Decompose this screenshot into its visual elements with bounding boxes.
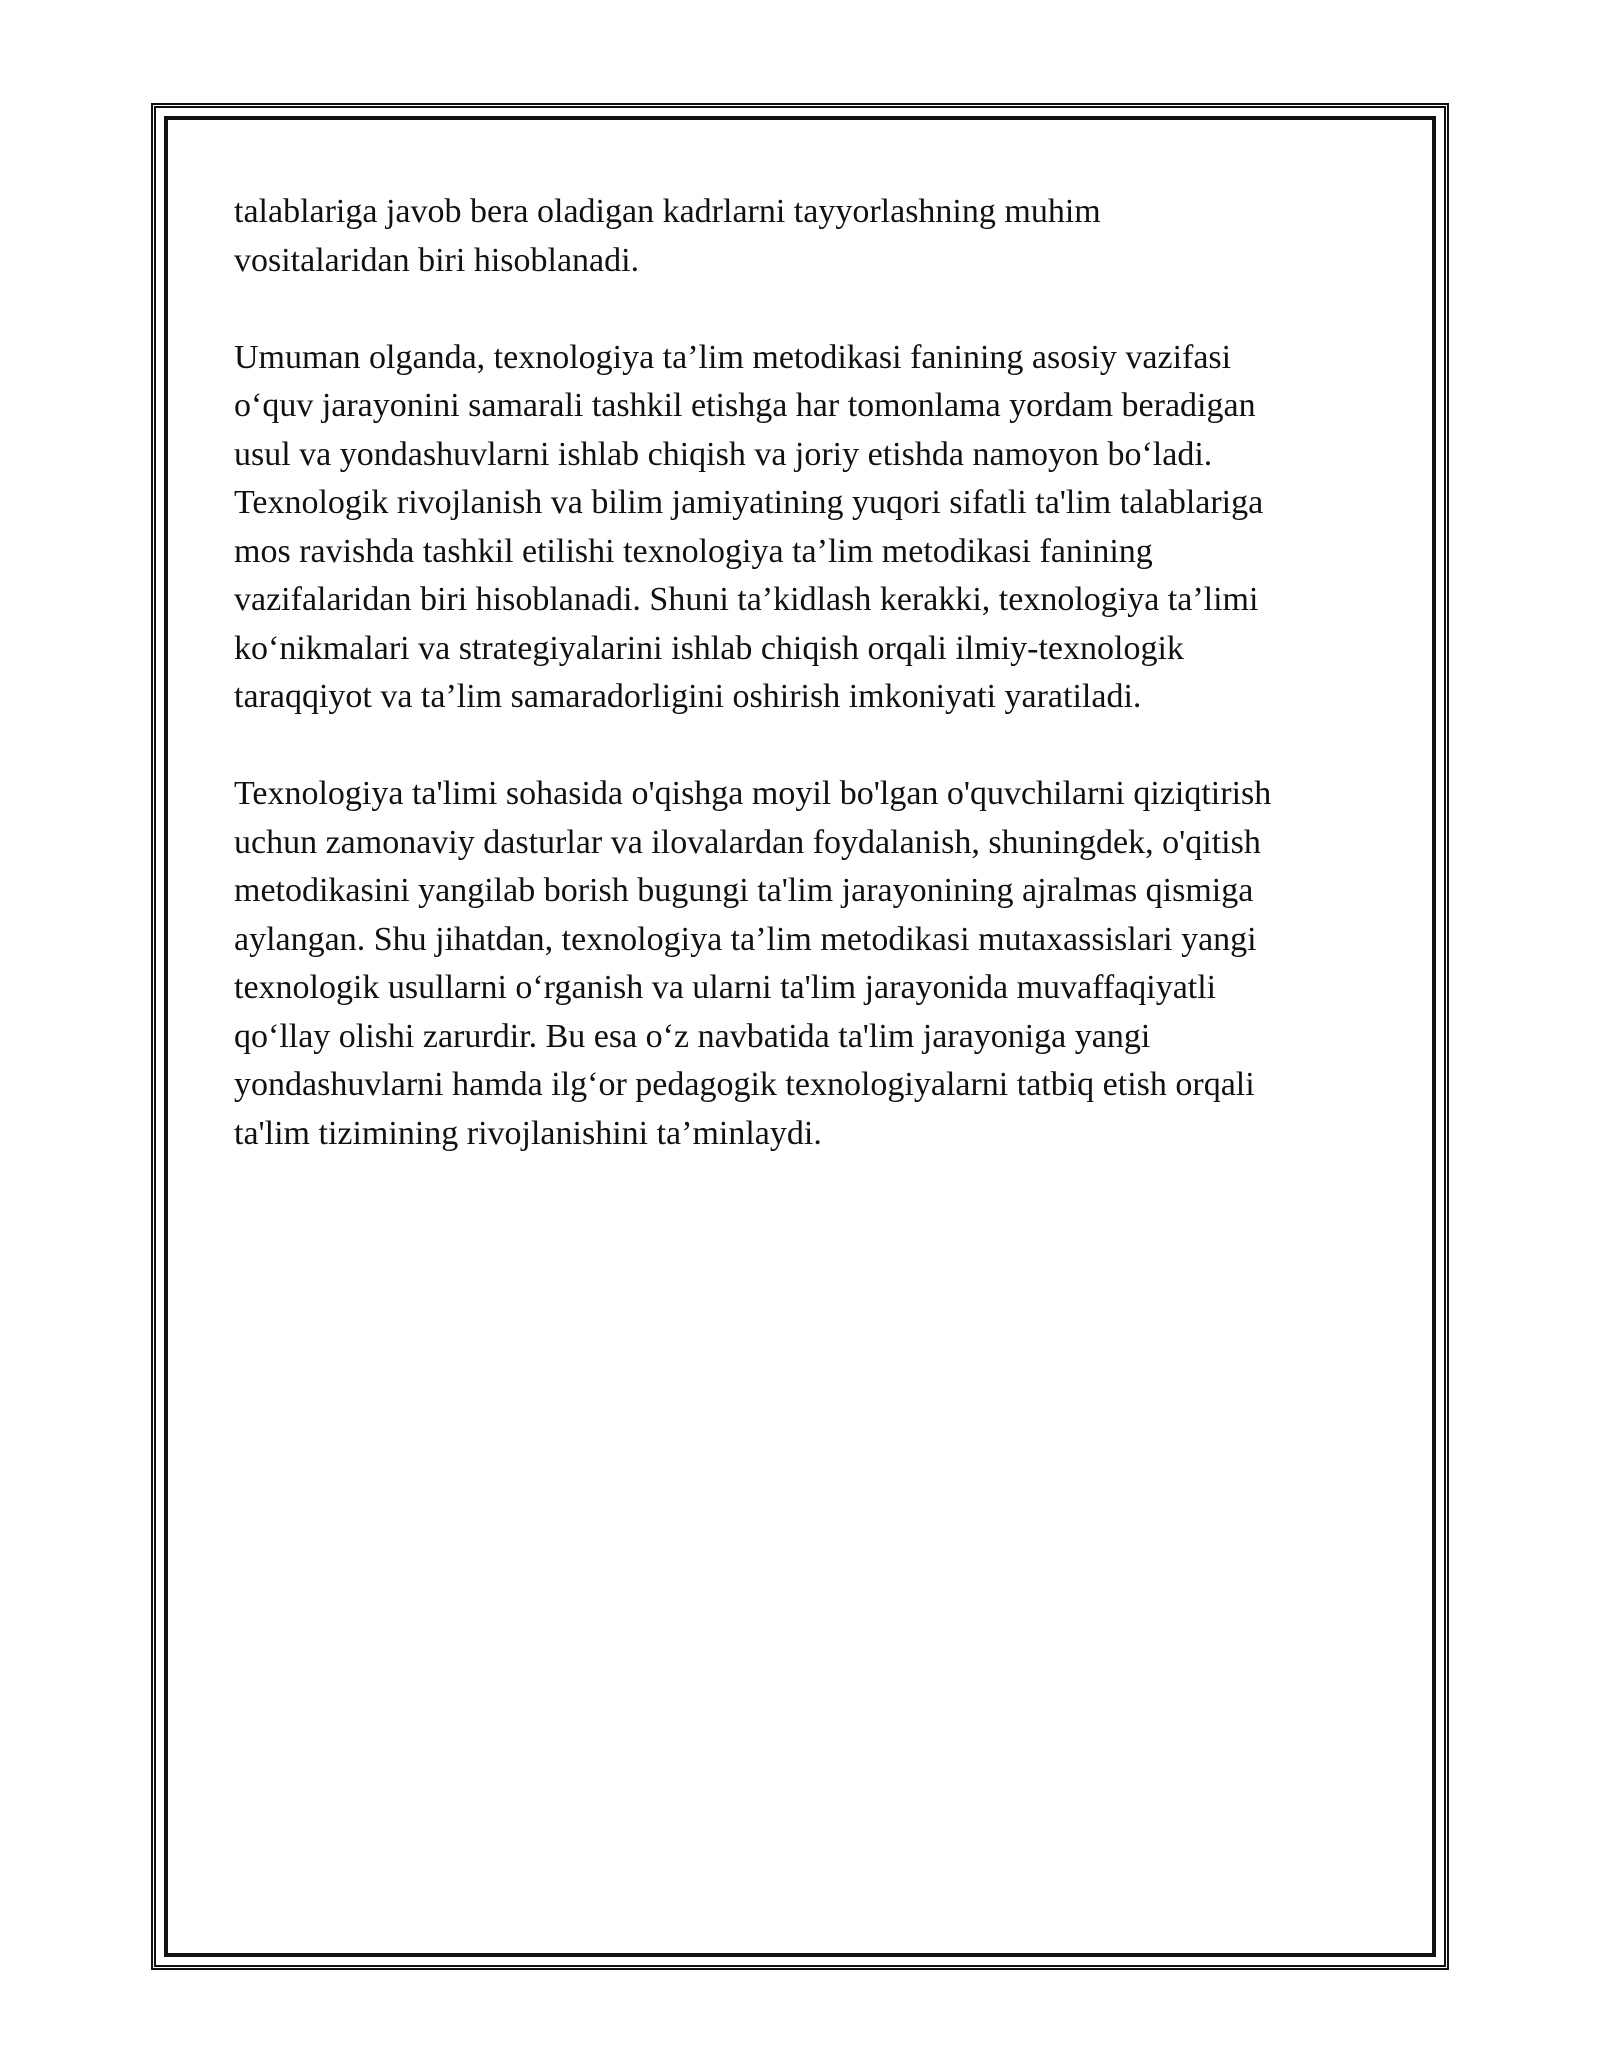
text-line: vositalaridan biri hisoblanadi. (234, 241, 640, 279)
text-line: o‘quv jarayonini samarali tashkil etishga har tomonlama yordam beradigan (234, 387, 1256, 424)
text-line: aylangan. Shu jihatdan, texnologiya ta’lim metodikasi mutaxassislari yangi (234, 920, 1257, 958)
text-line: Texnologik rivojlanish va bilim jamiyatining yuqori sifatli ta'lim talablariga (234, 484, 1264, 521)
document-body (234, 188, 1384, 1158)
text-line: mos ravishda tashkil etilishi texnologiya ta’lim metodikasi fanining (234, 532, 1153, 570)
text-line: usul va yondashuvlarni ishlab chiqish va joriy etishda namoyon bo‘ladi. (234, 435, 1213, 473)
text-line: vazifalaridan biri hisoblanadi. Shuni ta’kidlash kerakki, texnologiya ta’limi (234, 581, 1259, 618)
text-line: uchun zamonaviy dasturlar va ilovalardan foydalanish, shuningdek, o'qitish (234, 823, 1261, 861)
text-line: texnologik usullarni o‘rganish va ularni ta'lim jarayonida muvaffaqiyatli (234, 969, 1217, 1006)
text-line: talablariga javob bera oladigan kadrlarni tayyorlashning muhim (234, 193, 1101, 230)
text-line: Umuman olganda, texnologiya ta’lim metodikasi fanining asosiy vazifasi (234, 338, 1232, 376)
paragraph-3 (234, 770, 1384, 1158)
paragraph-2 (234, 334, 1384, 722)
text-line: qo‘llay olishi zarurdir. Bu esa o‘z navbatida ta'lim jarayoniga yangi (234, 1017, 1151, 1055)
text-line: taraqqiyot va ta’lim samaradorligini oshirish imkoniyati yaratiladi. (234, 678, 1142, 715)
text-line: yondashuvlarni hamda ilg‘or pedagogik texnologiyalarni tatbiq etish orqali (234, 1066, 1255, 1103)
text-line: ko‘nikmalari va strategiyalarini ishlab chiqish orqali ilmiy-texnologik (234, 629, 1184, 667)
text-line: Texnologiya ta'limi sohasida o'qishga moyil bo'lgan o'quvchilarni qiziqtirish (234, 775, 1272, 812)
text-line: metodikasini yangilab borish bugungi ta'lim jarayonining ajralmas qismiga (234, 872, 1254, 909)
text-line: ta'lim tizimining rivojlanishini ta’minlaydi. (234, 1114, 822, 1152)
paragraph-1 (234, 188, 1384, 285)
